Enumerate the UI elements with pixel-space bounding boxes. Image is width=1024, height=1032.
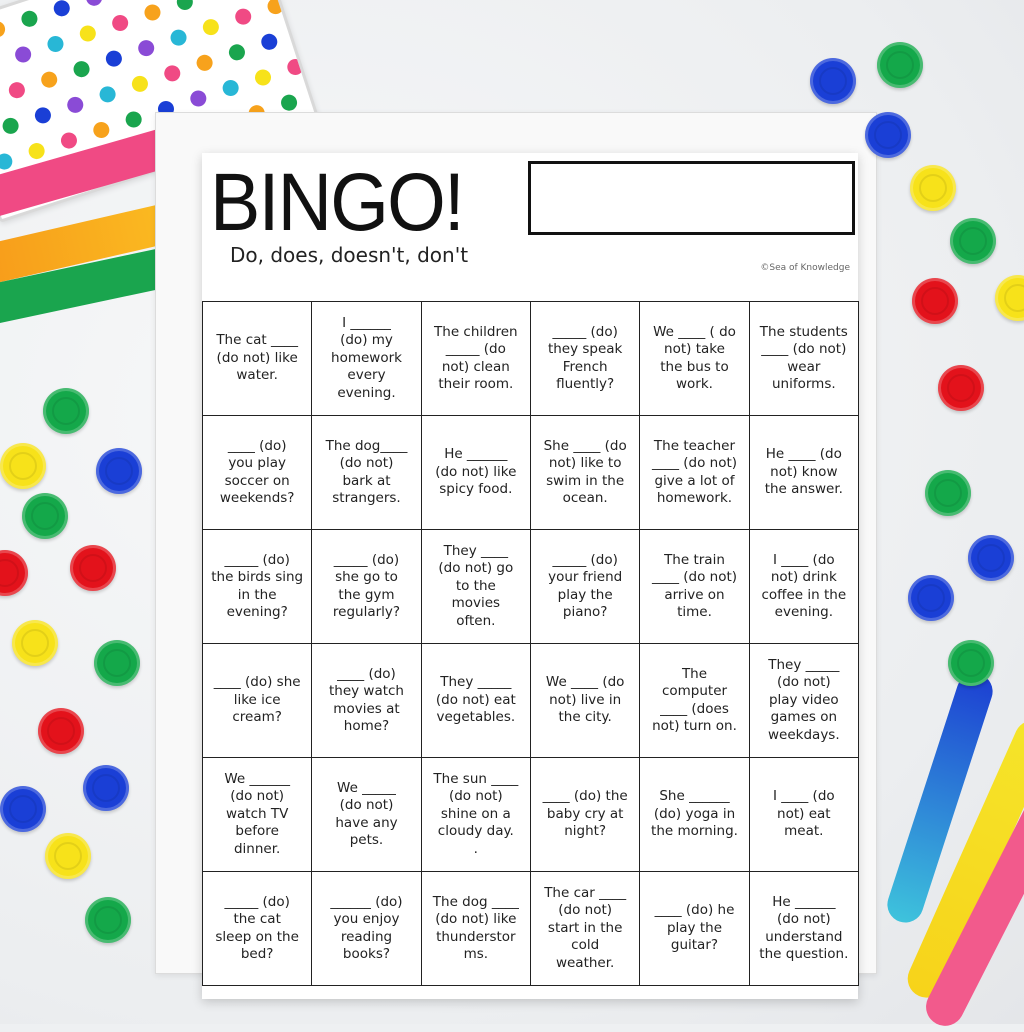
bingo-cell: ____ (do) you play soccer on weekends? bbox=[203, 416, 312, 530]
polka-dot bbox=[59, 130, 79, 150]
bingo-cell: The teacher ____ (do not) give a lot of homework. bbox=[640, 416, 749, 530]
green-bingo-chip bbox=[948, 640, 994, 686]
polka-dot bbox=[195, 53, 215, 73]
bingo-grid bbox=[202, 301, 859, 986]
polka-dot bbox=[52, 0, 72, 18]
worksheet-subtitle: Do, does, doesn't, don't bbox=[230, 243, 469, 267]
bingo-cell: He ______ (do not) like spicy food. bbox=[422, 416, 531, 530]
bingo-cell: ____ (do) they watch movies at home? bbox=[312, 644, 421, 758]
polka-dot bbox=[71, 59, 91, 79]
green-bingo-chip bbox=[925, 470, 971, 516]
polka-dot bbox=[27, 141, 47, 161]
polka-dot bbox=[104, 49, 124, 69]
polka-dot bbox=[33, 105, 53, 125]
polka-dot bbox=[221, 78, 241, 98]
polka-dot bbox=[227, 42, 247, 62]
polka-dot bbox=[39, 70, 59, 90]
bingo-cell: He ______ (do not) understand the question. bbox=[750, 872, 859, 986]
bingo-cell: The children _____ (do not) clean their room. bbox=[422, 302, 531, 416]
red-bingo-chip bbox=[938, 365, 984, 411]
blue-bingo-chip bbox=[865, 112, 911, 158]
bingo-cell: _____ (do) the birds sing in the evening? bbox=[203, 530, 312, 644]
worksheet-title: BINGO! bbox=[210, 157, 464, 248]
blue-bingo-chip bbox=[83, 765, 129, 811]
name-box bbox=[528, 161, 855, 235]
polka-dot bbox=[253, 67, 273, 87]
green-bingo-chip bbox=[94, 640, 140, 686]
green-bingo-chip bbox=[950, 218, 996, 264]
polka-dot bbox=[142, 2, 162, 22]
bingo-cell: The dog ____ (do not) like thunderstor ms. bbox=[422, 872, 531, 986]
green-bingo-chip bbox=[85, 897, 131, 943]
bingo-cell: The cat ____ (do not) like water. bbox=[203, 302, 312, 416]
red-bingo-chip bbox=[38, 708, 84, 754]
blue-bingo-chip bbox=[908, 575, 954, 621]
polka-dot bbox=[110, 13, 130, 33]
bingo-cell: We ____ ( do not) take the bus to work. bbox=[640, 302, 749, 416]
bingo-cell: _____ (do) they speak French fluently? bbox=[531, 302, 640, 416]
yellow-bingo-chip bbox=[910, 165, 956, 211]
green-bingo-chip bbox=[877, 42, 923, 88]
polka-dot bbox=[13, 44, 33, 64]
polka-dot bbox=[91, 120, 111, 140]
polka-dot bbox=[78, 23, 98, 43]
bingo-cell: The train ____ (do not) arrive on time. bbox=[640, 530, 749, 644]
bingo-worksheet bbox=[202, 153, 858, 999]
polka-dot bbox=[98, 84, 118, 104]
bingo-cell: _____ (do) your friend play the piano? bbox=[531, 530, 640, 644]
polka-dot bbox=[7, 80, 27, 100]
red-bingo-chip bbox=[912, 278, 958, 324]
green-bingo-chip bbox=[22, 493, 68, 539]
yellow-bingo-chip bbox=[12, 620, 58, 666]
blue-bingo-chip bbox=[810, 58, 856, 104]
polka-dot bbox=[65, 95, 85, 115]
bingo-cell: The dog____ (do not) bark at strangers. bbox=[312, 416, 421, 530]
polka-dot bbox=[124, 109, 144, 129]
bingo-cell: The students ____ (do not) wear uniforms. bbox=[750, 302, 859, 416]
bingo-cell: They _____ (do not) play video games on weekdays. bbox=[750, 644, 859, 758]
bingo-cell: The car ____ (do not) start in the cold weather. bbox=[531, 872, 640, 986]
blue-bingo-chip bbox=[96, 448, 142, 494]
bingo-cell: We ______ (do not) watch TV before dinner. bbox=[203, 758, 312, 872]
bingo-cell: I ______ (do) my homework every evening. bbox=[312, 302, 421, 416]
bingo-cell: She ____ (do not) like to swim in the ocean. bbox=[531, 416, 640, 530]
bingo-cell: He ____ (do not) know the answer. bbox=[750, 416, 859, 530]
polka-dot bbox=[0, 55, 1, 75]
bingo-cell: ______ (do) you enjoy reading books? bbox=[312, 872, 421, 986]
polka-dot bbox=[233, 7, 253, 27]
bingo-cell: _____ (do) the cat sleep on the bed? bbox=[203, 872, 312, 986]
bingo-cell: ____ (do) she like ice cream? bbox=[203, 644, 312, 758]
bingo-cell: We ____ (do not) live in the city. bbox=[531, 644, 640, 758]
red-bingo-chip bbox=[70, 545, 116, 591]
bingo-cell: ____ (do) he play the guitar? bbox=[640, 872, 749, 986]
polka-dot bbox=[162, 63, 182, 83]
polka-dot bbox=[1, 116, 21, 136]
polka-dot bbox=[19, 9, 39, 29]
polka-dot bbox=[279, 93, 299, 113]
polka-dot bbox=[175, 0, 195, 12]
polka-dot bbox=[259, 32, 279, 52]
bingo-cell: The computer ____ (does not) turn on. bbox=[640, 644, 749, 758]
bingo-cell: ____ (do) the baby cry at night? bbox=[531, 758, 640, 872]
copyright-text: ©Sea of Knowledge bbox=[760, 263, 850, 273]
blue-bingo-chip bbox=[0, 786, 46, 832]
yellow-bingo-chip bbox=[45, 833, 91, 879]
bingo-cell: They _____ (do not) eat vegetables. bbox=[422, 644, 531, 758]
bingo-cell: The sun ____ (do not) shine on a cloudy day. . bbox=[422, 758, 531, 872]
blue-bingo-chip bbox=[968, 535, 1014, 581]
bingo-cell: I ____ (do not) drink coffee in the evening. bbox=[750, 530, 859, 644]
polka-dot bbox=[188, 88, 208, 108]
polka-dot bbox=[168, 28, 188, 48]
polka-dot bbox=[45, 34, 65, 54]
bingo-cell: _____ (do) she go to the gym regularly? bbox=[312, 530, 421, 644]
polka-dot bbox=[201, 17, 221, 37]
yellow-bingo-chip bbox=[0, 443, 46, 489]
polka-dot bbox=[207, 0, 227, 2]
polka-dot bbox=[130, 74, 150, 94]
bingo-cell: They ____ (do not) go to the movies often. bbox=[422, 530, 531, 644]
bingo-cell: She ______ (do) yoga in the morning. bbox=[640, 758, 749, 872]
green-bingo-chip bbox=[43, 388, 89, 434]
bingo-cell: I ____ (do not) eat meat. bbox=[750, 758, 859, 872]
bingo-cell: We _____ (do not) have any pets. bbox=[312, 758, 421, 872]
polka-dot bbox=[136, 38, 156, 58]
polka-dot bbox=[0, 19, 7, 39]
polka-dot bbox=[0, 151, 14, 171]
polka-dot bbox=[84, 0, 104, 8]
